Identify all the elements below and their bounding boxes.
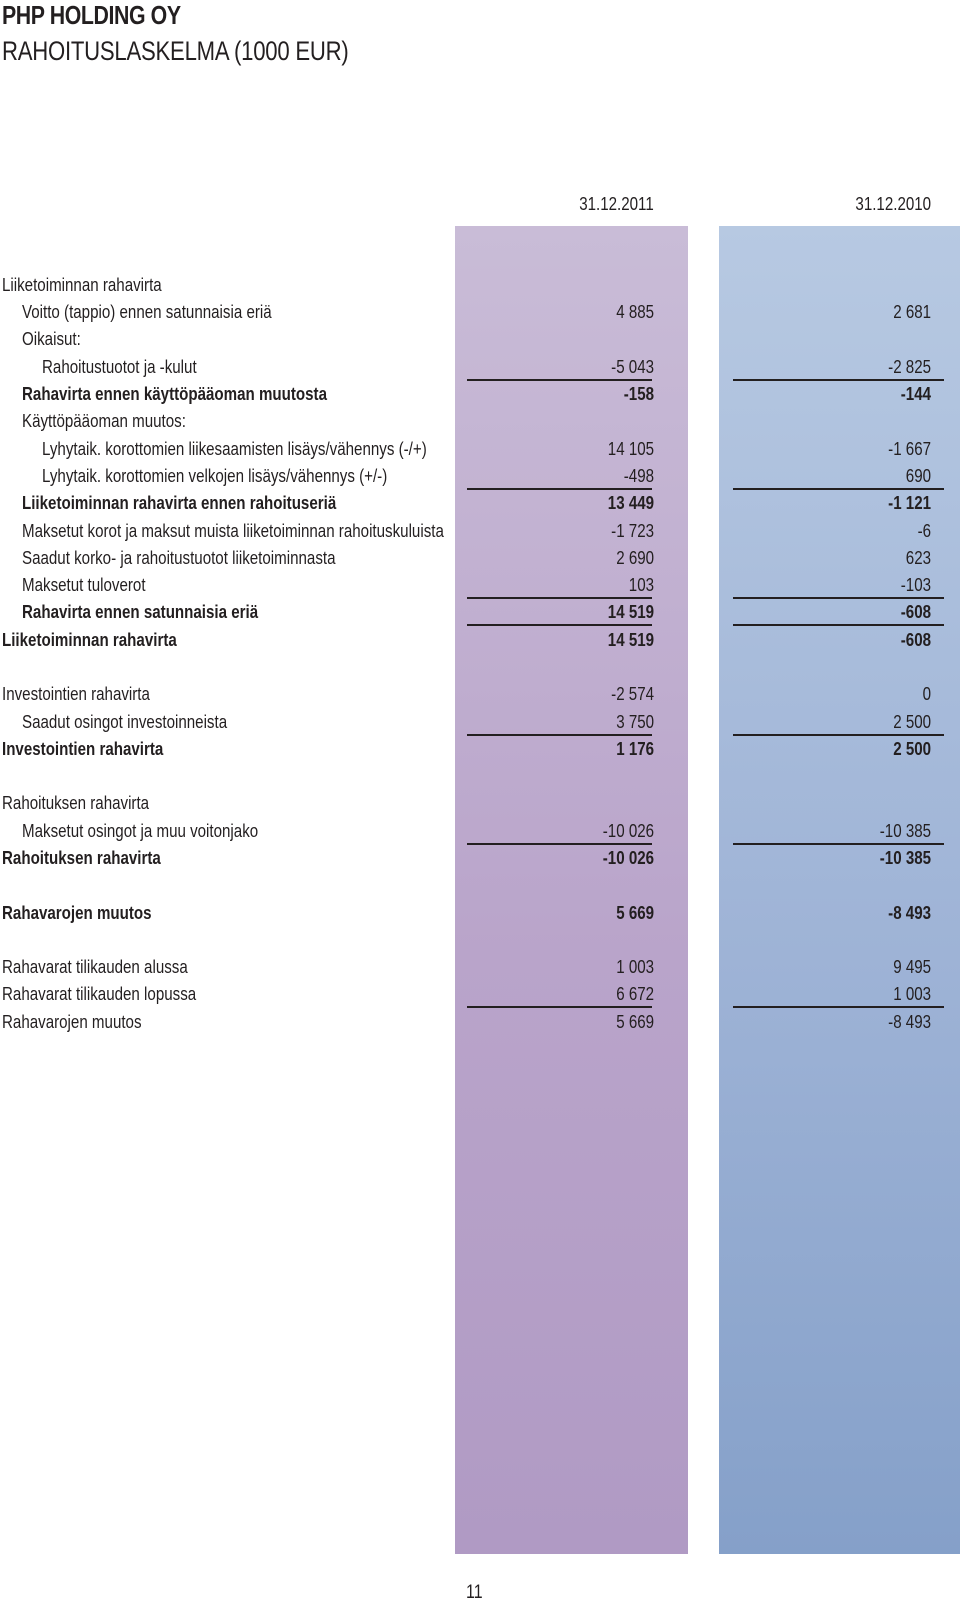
row-label: Maksetut osingot ja muu voitonjako: [22, 821, 259, 841]
value-2011: -5 043: [611, 357, 654, 377]
value-2011: -2 574: [611, 684, 654, 704]
value-2011: 13 449: [607, 493, 654, 513]
underline-rule: [733, 597, 944, 599]
row-label: Liiketoiminnan rahavirta: [2, 630, 177, 650]
value-2010: -2 825: [888, 357, 931, 377]
row-label: Rahoitustuotot ja -kulut: [42, 357, 197, 377]
value-2010: -10 385: [879, 848, 931, 868]
row-label: Rahavarat tilikauden lopussa: [2, 984, 197, 1004]
value-2010: -8 493: [888, 903, 931, 923]
table-row: [0, 410, 960, 434]
underline-rule: [467, 1006, 652, 1008]
table-row: [0, 328, 960, 352]
row-label: Rahavarojen muutos: [2, 1012, 142, 1032]
row-label: Maksetut korot ja maksut muista liiketoiminnan rahoituskuluista: [22, 521, 444, 541]
underline-rule: [467, 488, 652, 490]
table-row: [0, 274, 960, 298]
value-2011: 5 669: [616, 1012, 654, 1032]
underline-rule: [467, 843, 652, 845]
underline-rule: [733, 1006, 944, 1008]
column-header-2010: 31.12.2010: [855, 194, 931, 214]
table-row: [0, 956, 960, 980]
row-label: Käyttöpääoman muutos:: [22, 411, 186, 431]
underline-rule: [733, 734, 944, 736]
value-2010: 2 500: [893, 739, 931, 759]
value-2010: 690: [905, 466, 931, 486]
underline-rule: [467, 624, 652, 626]
table-row: [0, 465, 960, 489]
value-2010: 2 681: [893, 302, 931, 322]
value-2011: 3 750: [616, 712, 654, 732]
row-label: Investointien rahavirta: [2, 684, 150, 704]
value-2010: -608: [900, 630, 931, 650]
table-row: [0, 792, 960, 816]
row-label: Oikaisut:: [22, 329, 81, 349]
value-2011: 4 885: [616, 302, 654, 322]
value-2010: 0: [922, 684, 931, 704]
table-row: [0, 629, 960, 653]
value-2011: 1 176: [616, 739, 654, 759]
value-2010: -1 667: [888, 439, 931, 459]
table-row: [0, 383, 960, 407]
row-label: Rahoituksen rahavirta: [2, 793, 150, 813]
value-2010: 623: [905, 548, 931, 568]
value-2010: -144: [900, 384, 931, 404]
table-row: [0, 601, 960, 625]
company-name: PHP HOLDING OY: [2, 0, 181, 30]
column-header-2011: 31.12.2011: [579, 194, 654, 214]
value-2011: 103: [628, 575, 654, 595]
row-label: Lyhytaik. korottomien liikesaamisten lisäys/vähennys (-/+): [42, 439, 427, 459]
value-2010: -103: [900, 575, 931, 595]
table-row: [0, 983, 960, 1007]
row-label: Rahavarat tilikauden alussa: [2, 957, 188, 977]
value-2011: 14 105: [607, 439, 654, 459]
row-label: Investointien rahavirta: [2, 739, 164, 759]
table-row: [0, 574, 960, 598]
value-2011: -10 026: [602, 848, 654, 868]
row-label: Rahavarojen muutos: [2, 903, 152, 923]
value-2011: 14 519: [607, 602, 654, 622]
table-row: [0, 520, 960, 544]
underline-rule: [467, 597, 652, 599]
value-2010: -6: [917, 521, 931, 541]
value-2010: -1 121: [888, 493, 931, 513]
table-row: [0, 492, 960, 516]
row-label: Maksetut tuloverot: [22, 575, 146, 595]
table-row: [0, 547, 960, 571]
value-2010: -608: [900, 602, 931, 622]
table-row: [0, 301, 960, 325]
row-label: Voitto (tappio) ennen satunnaisia eriä: [22, 302, 272, 322]
row-label: Rahavirta ennen käyttöpääoman muutosta: [22, 384, 327, 404]
table-row: [0, 683, 960, 707]
page-number: 11: [466, 1582, 483, 1603]
underline-rule: [733, 379, 944, 381]
table-row: [0, 738, 960, 762]
value-2011: 6 672: [616, 984, 654, 1004]
underline-rule: [733, 843, 944, 845]
table-row: [0, 711, 960, 735]
value-2010: 9 495: [893, 957, 931, 977]
underline-rule: [733, 488, 944, 490]
statement-title: RAHOITUSLASKELMA (1000 EUR): [2, 36, 349, 66]
value-2011: -498: [623, 466, 654, 486]
row-label: Rahoituksen rahavirta: [2, 848, 161, 868]
table-row: [0, 438, 960, 462]
table-row: [0, 820, 960, 844]
table-row: [0, 847, 960, 871]
row-label: Liiketoiminnan rahavirta: [2, 275, 162, 295]
value-2011: -1 723: [611, 521, 654, 541]
underline-rule: [467, 734, 652, 736]
value-2010: -8 493: [888, 1012, 931, 1032]
underline-rule: [733, 624, 944, 626]
value-2011: -158: [623, 384, 654, 404]
value-2011: 14 519: [607, 630, 654, 650]
value-2010: -10 385: [879, 821, 931, 841]
table-row: [0, 356, 960, 380]
row-label: Liiketoiminnan rahavirta ennen rahoituseriä: [22, 493, 337, 513]
value-2011: 1 003: [616, 957, 654, 977]
value-2011: 2 690: [616, 548, 654, 568]
table-row: [0, 902, 960, 926]
value-2011: 5 669: [616, 903, 654, 923]
row-label: Lyhytaik. korottomien velkojen lisäys/vähennys (+/-): [42, 466, 388, 486]
underline-rule: [467, 379, 652, 381]
value-2010: 1 003: [893, 984, 931, 1004]
table-row: [0, 1011, 960, 1035]
row-label: Rahavirta ennen satunnaisia eriä: [22, 602, 259, 622]
row-label: Saadut korko- ja rahoitustuotot liiketoiminnasta: [22, 548, 336, 568]
row-label: Saadut osingot investoinneista: [22, 712, 228, 732]
value-2010: 2 500: [893, 712, 931, 732]
value-2011: -10 026: [602, 821, 654, 841]
